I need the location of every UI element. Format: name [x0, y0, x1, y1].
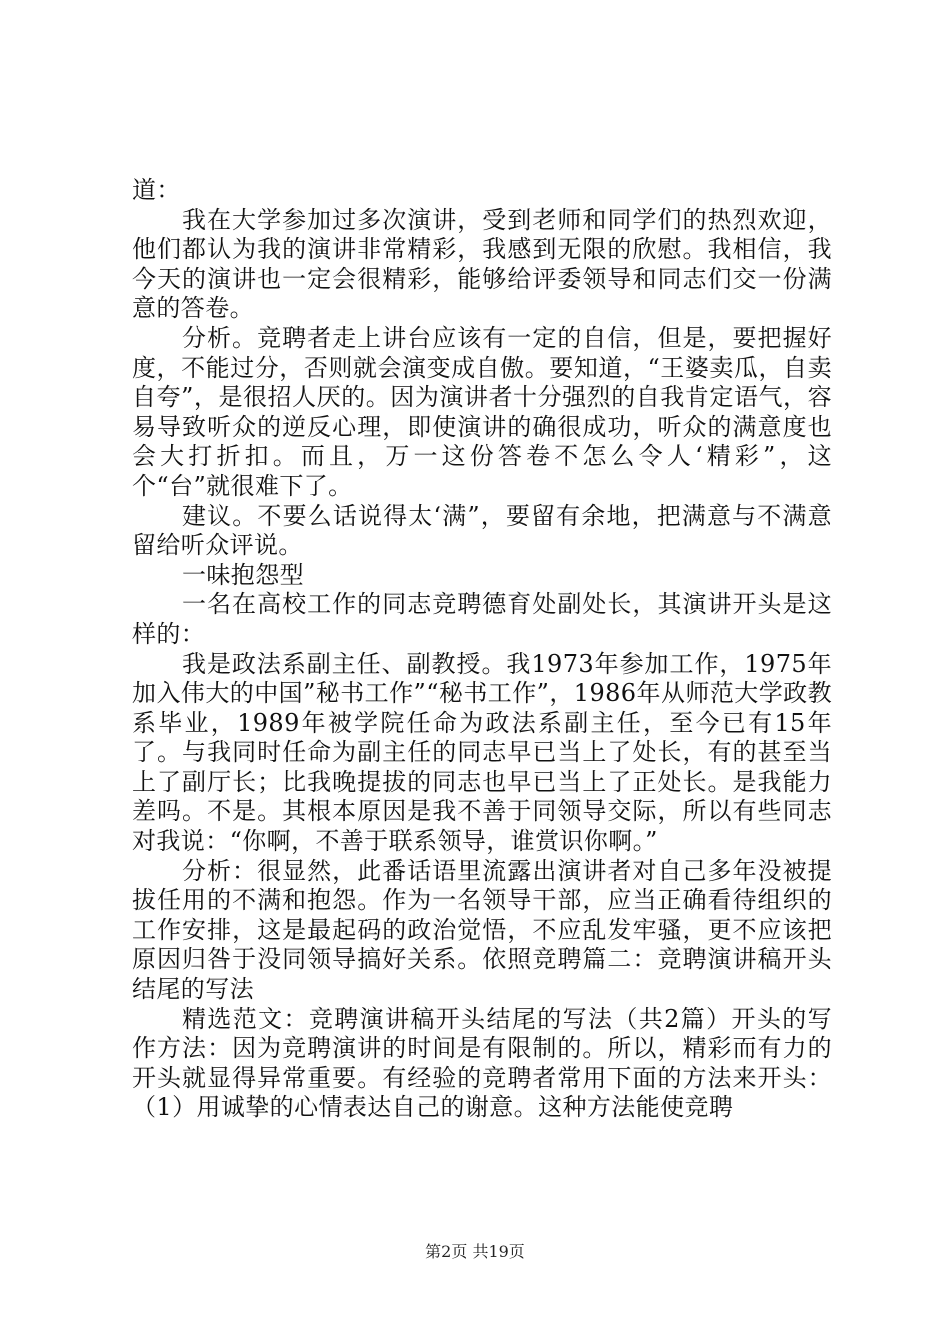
section-heading: 一味抱怨型 — [182, 560, 304, 589]
paragraph-4: 建议。不要么话说得太‘满”，要留有余地，把满意与不满意留给听众评说。 — [132, 501, 832, 560]
page-number: 第2页 共19页 — [425, 1242, 525, 1261]
paragraph-2: 我在大学参加过多次演讲，受到老师和同学们的热烈欢迎，他们都认为我的演讲非常精彩，我感到无限的欣慰。我相信，我今天的演讲也一定会很精彩，能够给评委领导和同志们交一份满意的答卷。 — [132, 205, 832, 323]
paragraph-7: 我是政法系副主任、副教授。我1973年参加工作，1975年加入伟大的中国”秘书工作”“秘书工作”，1986年从师范大学政教系毕业，1989年被学院任命为政法系副主任，至今已有15年了。与我同时任命为副主任的同志早已当上了处长，有的甚至当上了副厅长；比我晚提拔的同志也早已当上了正处长。是我能力差吗。不是。其根本原因是我不善于同领导交际，所以有些同志对我说：“你啊，不善于联系领导，谁赏识你啊。” — [132, 649, 832, 856]
paragraph-9: 精选范文：竞聘演讲稿开头结尾的写法（共2篇）开头的写作方法：因为竞聘演讲的时间是有限制的。所以，精彩而有力的开头就显得异常重要。有经验的竞聘者常用下面的方法来开头：（1）用诚挚的心情表达自己的谢意。这种方法能使竞聘 — [132, 1004, 832, 1122]
paragraph-3: 分析。竞聘者走上讲台应该有一定的自信，但是，要把握好度，不能过分，否则就会演变成自傲。要知道，“王婆卖瓜，自卖自夸”，是很招人厌的。因为演讲者十分强烈的自我肯定语气，容易导致听众的逆反心理，即使演讲的确很成功，听众的满意度也会大打折扣。而且，万一这份答卷不怎么令人‘精彩”，这个“台”就很难下了。 — [132, 323, 832, 500]
document-body — [132, 176, 832, 1123]
paragraph-1: 道： — [132, 176, 181, 204]
paragraph-6: 一名在高校工作的同志竞聘德育处副处长，其演讲开头是这样的： — [132, 590, 832, 648]
page-footer — [0, 1242, 950, 1262]
paragraph-8: 分析：很显然，此番话语里流露出演讲者对自己多年没被提拔任用的不满和抱怨。作为一名领导干部，应当正确看待组织的工作安排，这是最起码的政治觉悟，不应乱发牢骚，更不应该把原因归咎于没同领导搞好关系。依照竞聘篇二：竞聘演讲稿开头结尾的写法 — [132, 856, 832, 1004]
